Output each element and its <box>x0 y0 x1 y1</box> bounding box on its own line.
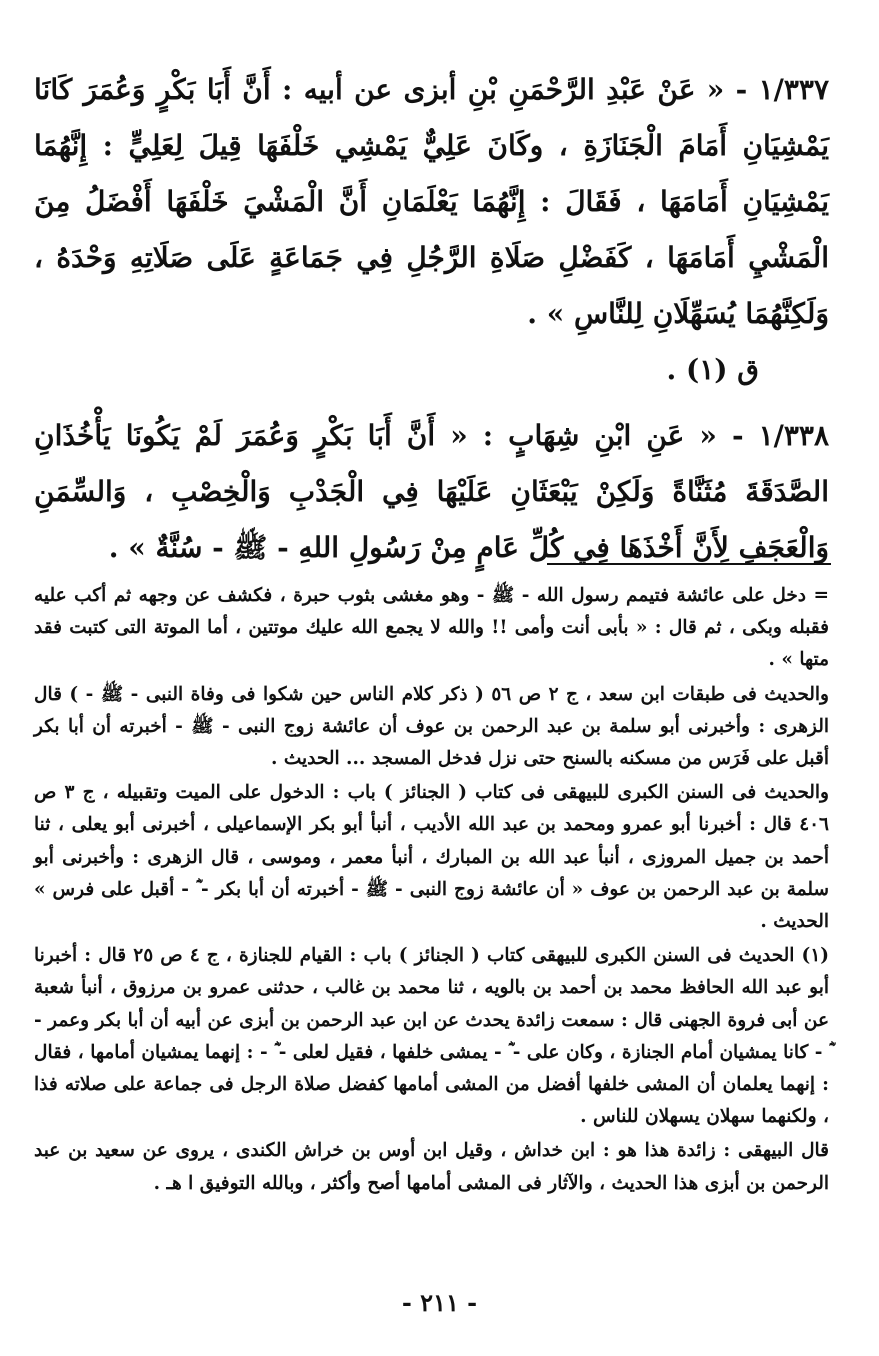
footnote-1: (١) الحديث فى السنن الكبرى للبيهقى كتاب ( الجنائز ) باب : القيام للجنازة ، ج ٤ ص ٢٥ قال : أخبرنا أبو عبد الله الحافظ محمد بن أحمد بن بالويه ، ثنا محمد بن غالب ، حدثنى عمرو بن مرزوق ، أنبأ شعبة عن أبى فروة الجهنى قال : سمعت زائدة يحدث عن ابن عبد الرحمن بن أبزى عن أبيه أن أبا بكر وعمر - ؓ - كانا يمشيان أمام الجنازة ، وكان على - ؓ - يمشى خلفها ، فقيل لعلى - ؓ - : إنهما يمشيان أمامها ، فقال : إنهما يعلمان أن المشى خلفها أفضل من المشى أمامها كفضل صلاة الرجل فى جماعة على صلاته فذا ، ولكنهما سهلان يسهلان للناس . <box>34 945 830 1128</box>
hadith-338: ١/٣٣٨ - « عَنِ ابْنِ شِهَابٍ : « أَنَّ أَبَا بَكْرٍ وَعُمَرَ لَمْ يَكُونَا يَأْخُذَانِ الصَّدَقَةَ مُثَنَّاةً وَلَكِنْ يَبْعَثَانِ عَلَيْهَا فِي الْجَدْبِ وَالْخِصْبِ ، وَالسِّمَنِ وَالْعَجَفِ لِأَنَّ أَخْذَهَا فِي كُلِّ عَامٍ مِنْ رَسُولِ اللهِ - ﷺ - سُنَّةٌ » . <box>34 419 829 564</box>
main-text <box>34 62 829 576</box>
footnote-continued-paragraph: والحديث فى طبقات ابن سعد ، ج ٢ ص ٥٦ ( ذكر كلام الناس حين شكوا فى وفاة النبى - ﷺ - ) قال الزهرى : وأخبرنى أبو سلمة بن عبد الرحمن بن عوف أن عائشة زوج النبى - ﷺ - أخبرته أن أبا بكر أقبل على فَرَس من مسكنه بالسنح حتى نزل فدخل المسجد ... الحديث . <box>34 683 829 770</box>
hadith-337: ١/٣٣٧ - « عَنْ عَبْدِ الرَّحْمَنِ بْنِ أبزى عن أبيه : أَنَّ أَبَا بَكْرٍ وَعُمَرَ كَانَا يَمْشِيَانِ أَمَامَ الْجَنَازَةِ ، وكَانَ عَلِيٌّ يَمْشِي خَلْفَهَا قِيلَ لِعَلِيٍّ : إِنَّهُمَا يَمْشِيَانِ أَمَامَهَا ، فَقَالَ : إِنَّهُمَا يَعْلَمَانِ أَنَّ الْمَشْيَ خَلْفَهَا أَفْضَلُ مِنَ الْمَشْيِ أَمَامَهَا ، كَفَضْلِ صَلَاةِ الرَّجُلِ فِي جَمَاعَةٍ عَلَى صَلَاتِهِ وَحْدَهُ ، وَلَكِنَّهُمَا يُسَهِّلَانِ لِلنَّاسِ » . <box>34 73 829 330</box>
page-number: - ٢١١ - <box>401 1288 478 1317</box>
footnote-1-continued: قال البيهقى : زائدة هذا هو : ابن خداش ، وقيل ابن أوس بن خراش الكندى ، يروى عن سعيد بن عبد الرحمن بن أبزى هذا الحديث ، والآثار فى المشى أمامها أصح وأكثر ، وبالله التوفيق ا هـ . <box>34 1140 829 1194</box>
footnote-divider <box>547 563 831 565</box>
hadith-337-reference: ق (١) . <box>666 353 759 386</box>
footnote-continued-paragraph: والحديث فى السنن الكبرى للبيهقى فى كتاب ( الجنائز ) باب : الدخول على الميت وتقبيله ، ج ٣ ص ٤٠٦ قال : أخبرنا أبو عمرو ومحمد بن عبد الله الأديب ، أنبأ أبو بكر الإسماعيلى ، أخبرنى أبو يعلى ، ثنا أحمد بن جميل المروزى ، أنبأ عبد الله بن المبارك ، أنبأ معمر ، وموسى ، قال الزهرى : وأخبرنى أبو سلمة بن عبد الرحمن بن عوف « أن عائشة زوج النبى - ﷺ - أخبرته أن أبا بكر - ؓ - أقبل على فرس » الحديث . <box>34 782 829 933</box>
footnote-continued-paragraph: = دخل على عائشة فتيمم رسول الله - ﷺ - وهو مغشى بثوب حبرة ، فكشف عن وجهه ثم أكب عليه فقبله وبكى ، ثم قال : « بأبى أنت وأمى !! والله لا يجمع الله عليك موتتين ، أما الموتة التى كتبت فقد متها » . <box>34 585 829 671</box>
footnotes <box>34 580 829 1202</box>
